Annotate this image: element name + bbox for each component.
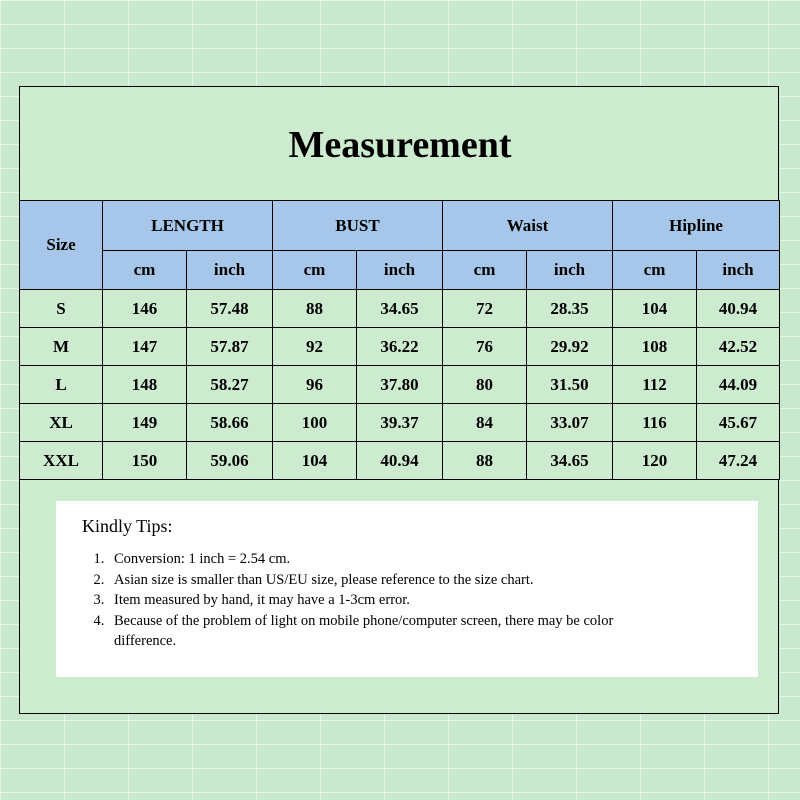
table-cell: 39.37	[357, 404, 443, 442]
table-cell: 40.94	[357, 442, 443, 480]
table-cell: 112	[613, 366, 697, 404]
page-title: Measurement	[288, 124, 512, 166]
unit-header: cm	[443, 251, 527, 290]
unit-header: inch	[357, 251, 443, 290]
table-cell: 72	[443, 290, 527, 328]
unit-header: inch	[527, 251, 613, 290]
bust-header: BUST	[273, 201, 443, 251]
table-cell: 76	[443, 328, 527, 366]
size-column-header: Size	[20, 201, 103, 290]
table-cell: 80	[443, 366, 527, 404]
size-label: S	[20, 290, 103, 328]
hipline-header: Hipline	[613, 201, 780, 251]
table-cell: 88	[443, 442, 527, 480]
table-row	[20, 442, 780, 480]
table-header-row	[20, 201, 780, 251]
table-cell: 58.66	[187, 404, 273, 442]
table-cell: 116	[613, 404, 697, 442]
tips-box	[56, 501, 758, 677]
table-cell: 104	[273, 442, 357, 480]
size-label: XL	[20, 404, 103, 442]
table-cell: 34.65	[357, 290, 443, 328]
table-cell: 108	[613, 328, 697, 366]
size-label: L	[20, 366, 103, 404]
table-cell: 45.67	[697, 404, 780, 442]
table-cell: 57.48	[187, 290, 273, 328]
table-cell: 58.27	[187, 366, 273, 404]
table-cell: 44.09	[697, 366, 780, 404]
tip-item: 4. Because of the problem of light on mobile phone/computer screen, there may be color difference.	[108, 611, 674, 652]
table-cell: 36.22	[357, 328, 443, 366]
table-cell: 47.24	[697, 442, 780, 480]
table-cell: 100	[273, 404, 357, 442]
unit-header: cm	[273, 251, 357, 290]
table-cell: 96	[273, 366, 357, 404]
length-header: LENGTH	[103, 201, 273, 251]
table-cell: 29.92	[527, 328, 613, 366]
unit-header: cm	[103, 251, 187, 290]
table-cell: 28.35	[527, 290, 613, 328]
table-cell: 146	[103, 290, 187, 328]
table-cell: 104	[613, 290, 697, 328]
table-cell: 31.50	[527, 366, 613, 404]
tips-title: Kindly Tips:	[82, 516, 173, 536]
table-row	[20, 290, 780, 328]
table-cell: 148	[103, 366, 187, 404]
tip-item: 3. Item measured by hand, it may have a 1-3cm error.	[108, 590, 732, 611]
tip-item: 1. Conversion: 1 inch = 2.54 cm.	[108, 549, 732, 570]
table-cell: 88	[273, 290, 357, 328]
unit-header: cm	[613, 251, 697, 290]
table-cell: 150	[103, 442, 187, 480]
table-cell: 33.07	[527, 404, 613, 442]
size-label: XXL	[20, 442, 103, 480]
unit-header: inch	[697, 251, 780, 290]
table-row	[20, 328, 780, 366]
tip-item: 2. Asian size is smaller than US/EU size, please reference to the size chart.	[108, 570, 732, 591]
table-cell: 40.94	[697, 290, 780, 328]
table-row	[20, 366, 780, 404]
table-cell: 120	[613, 442, 697, 480]
table-cell: 149	[103, 404, 187, 442]
size-label: M	[20, 328, 103, 366]
waist-header: Waist	[443, 201, 613, 251]
table-cell: 147	[103, 328, 187, 366]
size-table	[19, 200, 780, 480]
table-cell: 34.65	[527, 442, 613, 480]
table-cell: 57.87	[187, 328, 273, 366]
table-row	[20, 404, 780, 442]
table-cell: 37.80	[357, 366, 443, 404]
tips-list	[82, 549, 732, 652]
table-cell: 92	[273, 328, 357, 366]
unit-header-row	[20, 251, 780, 290]
table-cell: 84	[443, 404, 527, 442]
unit-header: inch	[187, 251, 273, 290]
table-cell: 42.52	[697, 328, 780, 366]
table-cell: 59.06	[187, 442, 273, 480]
